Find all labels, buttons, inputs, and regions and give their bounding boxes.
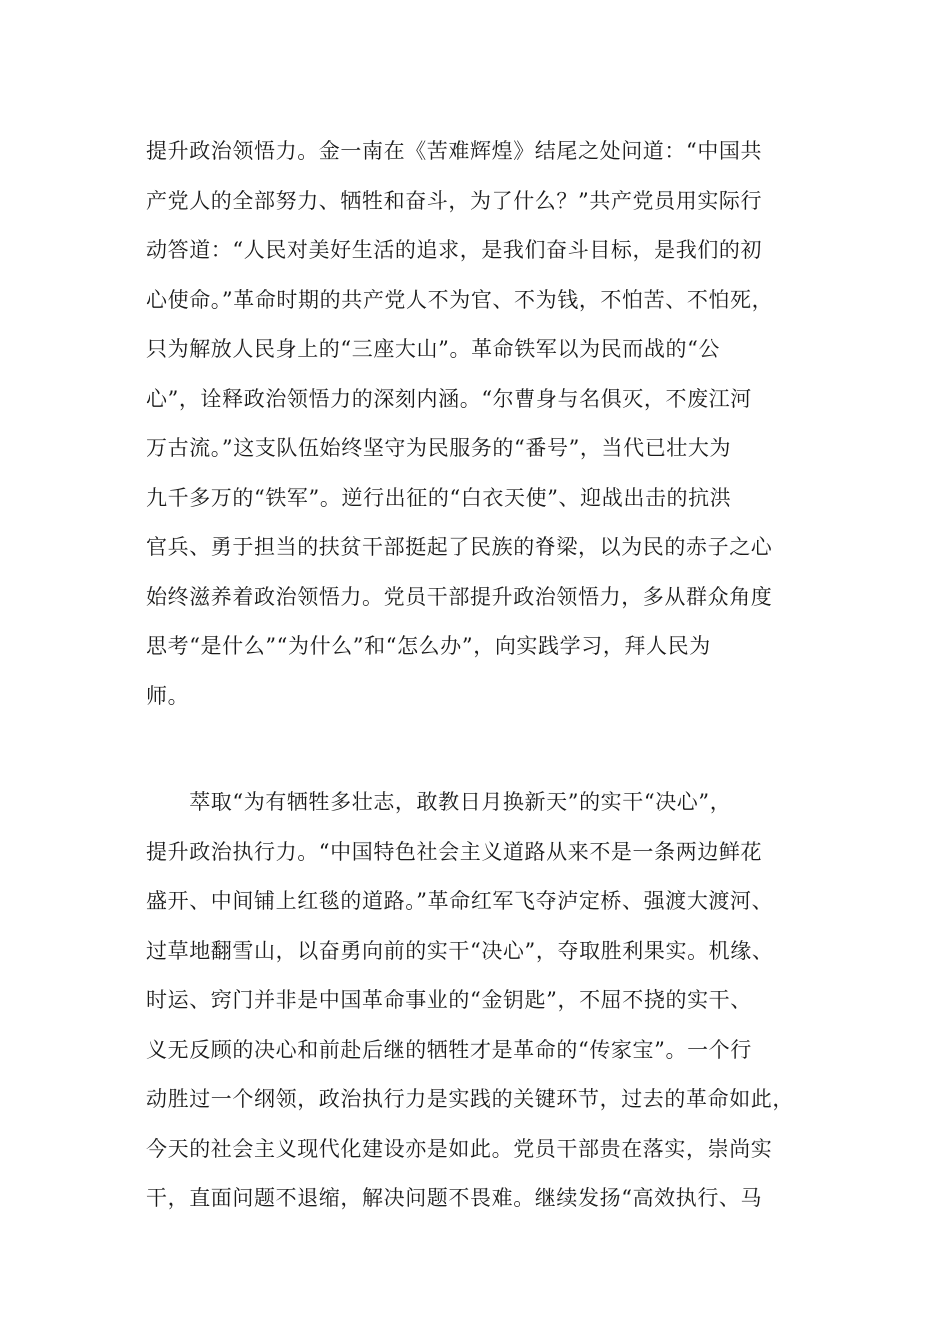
text-line: 心”，诠释政治领悟力的深刻内涵。“尔曹身与名俱灭，不废江河 [146, 386, 752, 411]
text-line: 提升政治执行力。“中国特色社会主义道路从来不是一条两边鲜花 [146, 839, 763, 864]
text-line: 产党人的全部努力、牺牲和奋斗，为了什么？”共产党员用实际行 [146, 188, 763, 213]
text-line: 思考“是什么”“为什么”和“怎么办”，向实践学习，拜人民为 [146, 634, 711, 658]
text-line: 动胜过一个纲领，政治执行力是实践的关键环节，过去的革命如此， [146, 1087, 794, 1111]
text-line: 义无反顾的决心和前赴后继的牺牲才是革命的“传家宝”。一个行 [146, 1037, 752, 1062]
text-line: 盛开、中间铺上红毯的道路。”革命红军飞夺泸定桥、强渡大渡河、 [146, 889, 774, 913]
text-line: 干，直面问题不退缩，解决问题不畏难。继续发扬“高效执行、马 [146, 1186, 763, 1210]
text-line: 今天的社会主义现代化建设亦是如此。党员干部贵在落实，崇尚实 [146, 1136, 773, 1161]
text-line: 时运、窍门并非是中国革命事业的“金钥匙”，不屈不挠的实干、 [146, 988, 752, 1012]
text-line: 师。 [146, 683, 190, 708]
text-line: 萃取“为有牺牲多壮志，敢教日月换新天”的实干“决心”， [146, 790, 732, 814]
text-line: 心使命。”革命时期的共产党人不为官、不为钱，不怕苦、不怕死， [146, 287, 774, 312]
paragraph-political-comprehension [146, 127, 826, 721]
text-line: 动答道：“人民对美好生活的追求，是我们奋斗目标，是我们的初 [146, 238, 763, 262]
text-line: 过草地翻雪山，以奋勇向前的实干“决心”，夺取胜利果实。机缘、 [146, 938, 774, 963]
text-line: 官兵、勇于担当的扶贫干部挺起了民族的脊梁，以为民的赤子之心 [146, 535, 773, 559]
text-line: 始终滋养着政治领悟力。党员干部提升政治领悟力，多从群众角度 [146, 584, 773, 609]
text-line: 九千多万的“铁军”。逆行出征的“白衣天使”、迎战出击的抗洪 [146, 485, 732, 510]
text-line: 万古流。”这支队伍始终坚守为民服务的“番号”，当代已壮大为 [146, 436, 732, 460]
paragraph-political-execution [146, 778, 826, 1224]
text-line: 只为解放人民身上的“三座大山”。革命铁军以为民而战的“公 [146, 337, 721, 361]
text-line: 提升政治领悟力。金一南在《苦难辉煌》结尾之处问道：“中国共 [146, 139, 763, 163]
